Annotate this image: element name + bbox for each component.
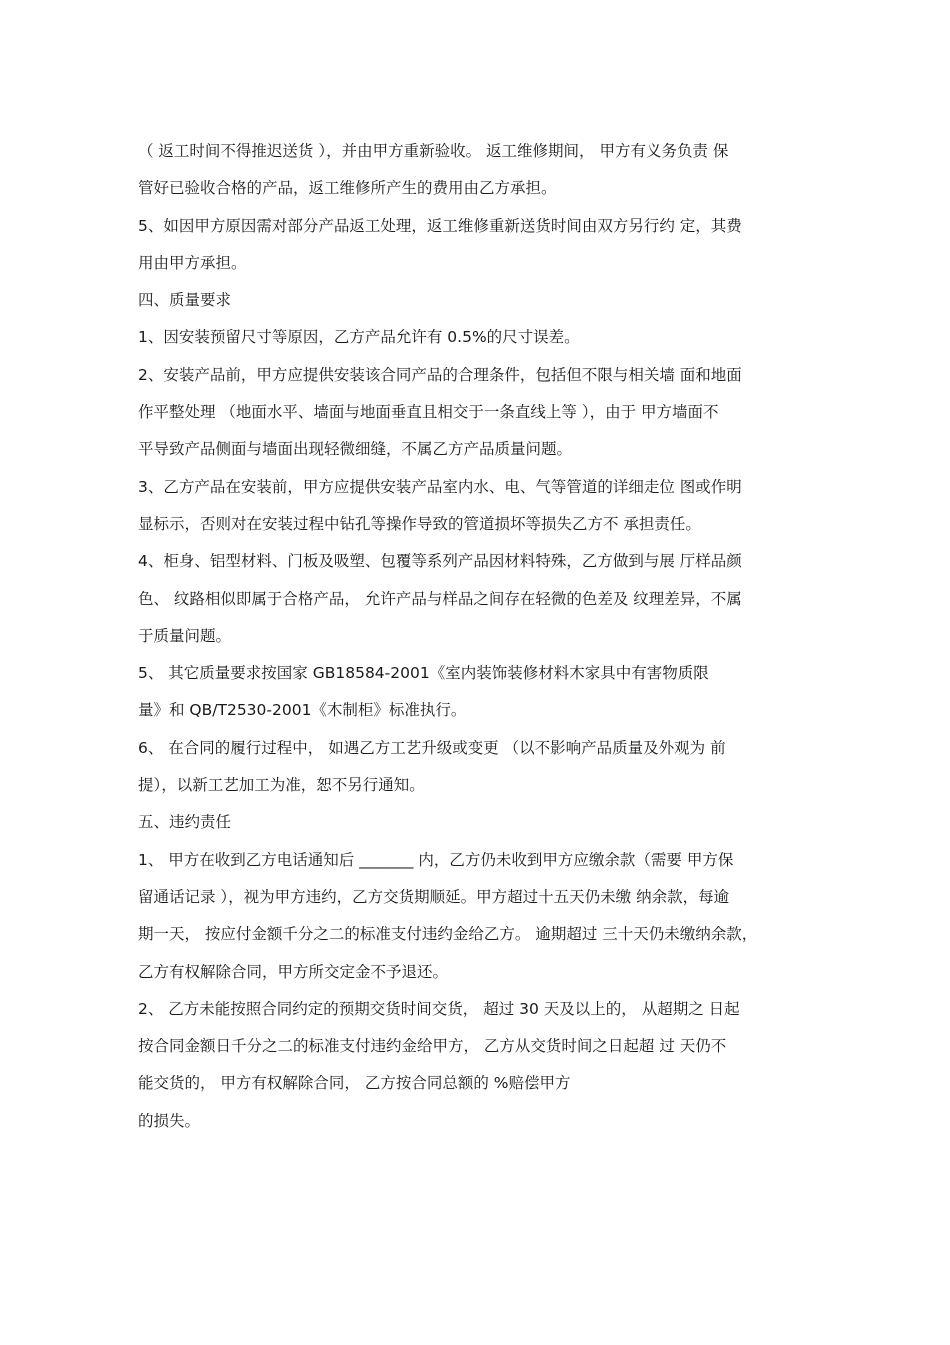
text-line: 6、 在合同的履行过程中， 如遇乙方工艺升级或变更 （以不影响产品质量及外观为 前: [138, 738, 726, 757]
text-line: 期一天， 按应付金额千分之二的标准支付违约金给乙方。 逾期超过 三十天仍未缴纳余款，: [138, 925, 758, 944]
text-line: 的损失。: [138, 1111, 201, 1130]
section-heading-quality: 四、质量要求: [138, 291, 232, 310]
text-line: 4、柜身、铝型材料、门板及吸塑、包覆等系列产品因材料特殊，乙方做到与展 厅样品颜: [138, 552, 742, 571]
text-line: 显标示，否则对在安装过程中钻孔等操作导致的管道损坏等损失乙方不 承担责任。: [138, 514, 701, 533]
section-heading-breach: 五、违约责任: [138, 813, 232, 832]
text-line: 2、安装产品前，甲方应提供安装该合同产品的合理条件，包括但不限与相关墙 面和地面: [138, 365, 742, 384]
text-line: 提），以新工艺加工为准，恕不另行通知。: [138, 776, 425, 795]
text-line: 5、 其它质量要求按国家 GB18584-2001《室内装饰装修材料木家具中有害物质限: [138, 664, 709, 683]
text-line: 1、 甲方在收到乙方电话通知后 _______ 内，乙方仍未收到甲方应缴余款（需要 甲方保: [138, 850, 734, 869]
text-line: 作平整处理 （地面水平、墙面与地面垂直且相交于一条直线上等 ），由于 甲方墙面不: [138, 403, 719, 422]
text-line: 管好已验收合格的产品，返工维修所产生的费用由乙方承担。: [138, 179, 557, 198]
text-line: 3、乙方产品在安装前，甲方应提供安装产品室内水、电、气等管道的详细走位 图或作明: [138, 477, 742, 496]
text-line: 于质量问题。: [138, 626, 232, 645]
contract-text-body: [138, 138, 818, 1145]
text-line: 色、 纹路相似即属于合格产品， 允许产品与样品之间存在轻微的色差及 纹理差异，不属: [138, 589, 742, 608]
text-line: 5、如因甲方原因需对部分产品返工处理，返工维修重新送货时间由双方另行约 定，其费: [138, 216, 742, 235]
text-line: 留通话记录 ），视为甲方违约，乙方交货期顺延。甲方超过十五天仍未缴 纳余款，每逾: [138, 887, 730, 906]
text-line: 平导致产品侧面与墙面出现轻微细缝，不属乙方产品质量问题。: [138, 440, 573, 459]
text-line: 能交货的， 甲方有权解除合同， 乙方按合同总额的 %赔偿甲方: [138, 1074, 571, 1093]
text-line: 用由甲方承担。: [138, 253, 247, 272]
text-line: 2、 乙方未能按照合同约定的预期交货时间交货， 超过 30 天及以上的， 从超期之 日起: [138, 999, 740, 1018]
text-line: （ 返工时间不得推迟送货 ），并由甲方重新验收。 返工维修期间， 甲方有义务负责 保: [138, 142, 729, 160]
text-line: 量》和 QB/T2530-2001《木制柜》标准执行。: [138, 701, 467, 720]
text-line: 乙方有权解除合同，甲方所交定金不予退还。: [138, 962, 449, 981]
text-line: 1、因安装预留尺寸等原因，乙方产品允许有 0.5%的尺寸误差。: [138, 328, 580, 347]
text-line: 按合同金额日千分之二的标准支付违约金给甲方， 乙方从交货时间之日起超 过 天仍不: [138, 1037, 727, 1056]
